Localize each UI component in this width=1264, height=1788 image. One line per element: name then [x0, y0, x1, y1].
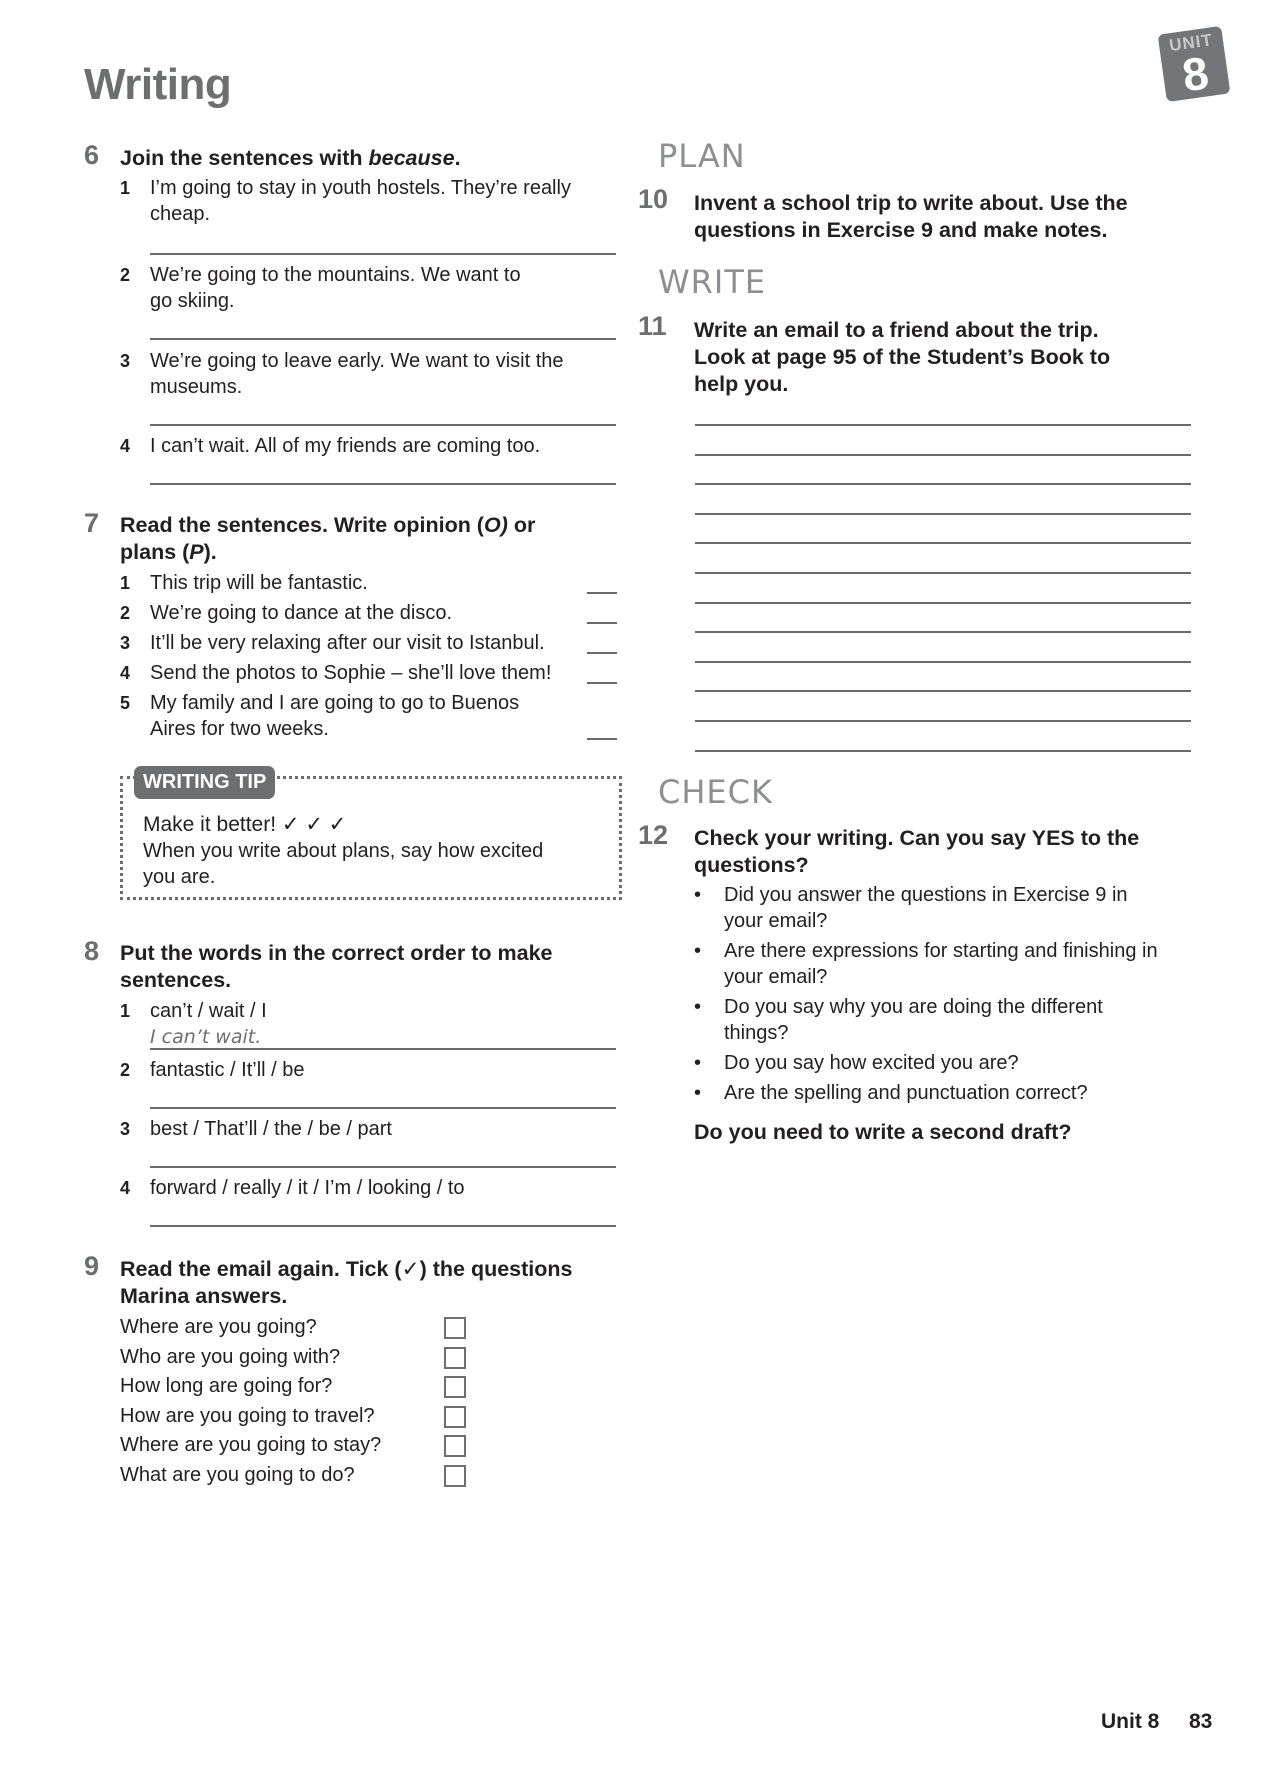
exercise-6-item	[120, 348, 564, 400]
answer-line[interactable]	[150, 483, 616, 485]
exercise-7-item	[120, 570, 368, 596]
exercise-7-instruction	[120, 512, 535, 566]
tick-checkbox[interactable]	[444, 1435, 466, 1457]
check-bullet-list	[694, 882, 1214, 1106]
instruction-text: Write an email to a friend about the trip.	[694, 318, 1099, 342]
instruction-text: Put the words in the correct order to make	[120, 941, 553, 965]
instruction-emphasis: because	[368, 146, 455, 170]
answer-blank[interactable]	[587, 682, 617, 684]
item-text: museums.	[150, 376, 243, 398]
item-number: 4	[120, 663, 131, 683]
exercise-6-item	[120, 433, 540, 459]
instruction-text: Join the sentences with	[120, 146, 369, 170]
question-row	[120, 1432, 480, 1462]
exercise-8-item	[120, 998, 267, 1024]
exercise-9-instruction	[120, 1256, 573, 1310]
instruction-text: Look at page 95 of the Student’s Book to	[694, 345, 1111, 369]
section-label-check: CHECK	[658, 773, 773, 811]
answer-line[interactable]	[150, 1107, 616, 1109]
exercise-number: 8	[84, 936, 100, 966]
question-row	[120, 1462, 480, 1492]
section-label-plan: PLAN	[658, 137, 746, 175]
writing-tip-title: Make it better! ✓ ✓ ✓	[143, 813, 347, 836]
item-number: 1	[120, 178, 131, 198]
instruction-text: Check your writing. Can you say YES to the	[694, 826, 1140, 850]
exercise-7-item	[120, 690, 519, 742]
unit-badge	[1158, 26, 1231, 102]
exercise-11-instruction	[694, 317, 1110, 398]
exercise-7-item	[120, 630, 545, 656]
answer-line[interactable]	[150, 1048, 616, 1050]
bullet-text: your email?	[724, 966, 828, 988]
bullet-icon: •	[694, 884, 702, 906]
item-text: We’re going to leave early. We want to visit the	[150, 350, 564, 372]
footer-unit: Unit 8	[1101, 1710, 1160, 1733]
writing-tip-text	[143, 838, 543, 890]
exercise-number: 11	[638, 311, 667, 341]
instruction-text: questions?	[694, 853, 809, 877]
second-draft-question: Do you need to write a second draft?	[694, 1120, 1072, 1144]
item-number: 4	[120, 1178, 131, 1198]
writing-line[interactable]	[695, 750, 1191, 752]
bullet-icon: •	[694, 996, 702, 1018]
section-label-write: WRITE	[658, 263, 767, 301]
tick-checkbox[interactable]	[444, 1465, 466, 1487]
tick-checkbox[interactable]	[444, 1347, 466, 1369]
answer-blank[interactable]	[587, 652, 617, 654]
check-bullet	[694, 1050, 1214, 1076]
item-number: 1	[120, 1001, 131, 1021]
tick-checkbox[interactable]	[444, 1376, 466, 1398]
exercise-7-item	[120, 660, 551, 686]
instruction-text: ).	[203, 540, 217, 564]
exercise-number: 6	[84, 140, 100, 170]
bullet-text: Are the spelling and punctuation correct?	[724, 1082, 1088, 1104]
bullet-icon: •	[694, 940, 702, 962]
page-number: 83	[1189, 1710, 1213, 1733]
exercise-10-instruction	[694, 190, 1128, 244]
item-text: We’re going to dance at the disco.	[150, 602, 453, 624]
instruction-text: or	[507, 513, 536, 537]
instruction-text: Invent a school trip to write about. Use the	[694, 191, 1128, 215]
bullet-text: things?	[724, 1022, 789, 1044]
writing-line[interactable]	[695, 720, 1191, 722]
item-number: 2	[120, 603, 131, 623]
question-text: How are you going to travel?	[120, 1404, 375, 1427]
exercise-7-item	[120, 600, 452, 626]
writing-line[interactable]	[695, 572, 1191, 574]
item-text: We’re going to the mountains. We want to	[150, 264, 521, 286]
question-text: How long are going for?	[120, 1375, 333, 1397]
unit-badge-label: UNIT	[1168, 30, 1214, 56]
writing-tip-label: WRITING TIP	[134, 766, 275, 799]
writing-line[interactable]	[695, 424, 1191, 426]
item-number: 5	[120, 693, 131, 713]
instruction-text: Read the sentences. Write opinion (	[120, 513, 484, 537]
tip-text: When you write about plans, say how excited	[143, 840, 544, 862]
tip-text: you are.	[143, 866, 216, 888]
item-text: Aires for two weeks.	[150, 718, 329, 740]
writing-line[interactable]	[695, 513, 1191, 515]
writing-line[interactable]	[695, 483, 1191, 485]
exercise-6-item	[120, 175, 571, 227]
exercise-8-instruction	[120, 940, 552, 994]
instruction-text: Marina answers.	[120, 1284, 288, 1308]
exercise-number: 10	[638, 184, 669, 214]
writing-line[interactable]	[695, 690, 1191, 692]
question-row	[120, 1373, 480, 1403]
instruction-text: plans (	[120, 540, 190, 564]
question-text: Where are you going to stay?	[120, 1434, 382, 1456]
answer-line[interactable]	[150, 1166, 616, 1168]
question-text: Who are you going with?	[120, 1345, 341, 1368]
writing-line[interactable]	[695, 542, 1191, 544]
answer-line[interactable]	[150, 424, 616, 426]
bullet-text: Did you answer the questions in Exercise 9 in	[724, 884, 1128, 906]
question-row	[120, 1403, 480, 1433]
instruction-text: questions in Exercise 9 and make notes.	[694, 218, 1108, 242]
check-bullet	[694, 1080, 1214, 1106]
item-text: Send the photos to Sophie – she’ll love them!	[150, 662, 552, 684]
writing-line[interactable]	[695, 454, 1191, 456]
check-bullet	[694, 938, 1214, 990]
exercise-6-item	[120, 262, 521, 314]
unit-badge-number: 8	[1179, 46, 1212, 102]
item-text: This trip will be fantastic.	[150, 572, 368, 594]
tick-checkbox[interactable]	[444, 1317, 466, 1339]
instruction-text: .	[454, 146, 461, 170]
exercise-number: 9	[84, 1251, 100, 1281]
exercise-number: 7	[84, 508, 100, 538]
item-text: I’m going to stay in youth hostels. They’re really	[150, 177, 571, 199]
question-row	[120, 1344, 480, 1374]
item-words: forward / really / it / I’m / looking / to	[150, 1177, 465, 1199]
instruction-text: sentences.	[120, 968, 232, 992]
item-text: It’ll be very relaxing after our visit to Istanbul.	[150, 632, 545, 654]
answer-blank[interactable]	[587, 592, 617, 594]
item-number: 3	[120, 1119, 131, 1139]
answer-blank[interactable]	[587, 738, 617, 740]
item-number: 3	[120, 633, 131, 653]
instruction-emphasis: P	[189, 540, 204, 564]
writing-line[interactable]	[695, 661, 1191, 663]
exercise-8-item	[120, 1116, 392, 1142]
tick-checkbox[interactable]	[444, 1406, 466, 1428]
question-checklist	[120, 1314, 480, 1491]
question-row	[120, 1314, 480, 1344]
instruction-text: Read the email again. Tick (✓) the questions	[120, 1257, 573, 1281]
bullet-text: Do you say how excited you are?	[724, 1052, 1019, 1074]
page-title: Writing	[84, 60, 232, 109]
item-number: 3	[120, 351, 131, 371]
writing-line[interactable]	[695, 631, 1191, 633]
bullet-text: your email?	[724, 910, 828, 932]
item-number: 4	[120, 436, 131, 456]
item-text: My family and I are going to go to Buenos	[150, 692, 520, 714]
item-number: 2	[120, 265, 131, 285]
exercise-8-item	[120, 1175, 465, 1201]
bullet-icon: •	[694, 1052, 702, 1074]
example-answer: I can’t wait.	[150, 1026, 262, 1048]
answer-line[interactable]	[150, 1225, 616, 1227]
exercise-6-instruction	[120, 145, 461, 172]
answer-blank[interactable]	[587, 622, 617, 624]
answer-line[interactable]	[150, 253, 616, 255]
instruction-emphasis: O)	[483, 513, 508, 537]
item-words: fantastic / It’ll / be	[150, 1059, 305, 1081]
question-text: What are you going to do?	[120, 1463, 355, 1486]
item-text: cheap.	[150, 203, 211, 225]
item-number: 2	[120, 1060, 131, 1080]
question-text: Where are you going?	[120, 1316, 317, 1338]
bullet-icon: •	[694, 1082, 702, 1104]
answer-line[interactable]	[150, 338, 616, 340]
item-text: go skiing.	[150, 290, 235, 312]
exercise-number: 12	[638, 820, 669, 850]
exercise-8-item	[120, 1057, 305, 1083]
bullet-text: Do you say why you are doing the different	[724, 996, 1103, 1018]
exercise-12-instruction	[694, 825, 1139, 879]
item-words: best / That’ll / the / be / part	[150, 1118, 392, 1140]
item-number: 1	[120, 573, 131, 593]
check-bullet	[694, 882, 1214, 934]
email-writing-area[interactable]	[695, 424, 1191, 779]
writing-line[interactable]	[695, 602, 1191, 604]
instruction-text: help you.	[694, 372, 789, 396]
bullet-text: Are there expressions for starting and finishing in	[724, 940, 1158, 962]
item-text: I can’t wait. All of my friends are coming too.	[150, 435, 541, 457]
item-words: can’t / wait / I	[150, 1000, 267, 1022]
check-bullet	[694, 994, 1214, 1046]
